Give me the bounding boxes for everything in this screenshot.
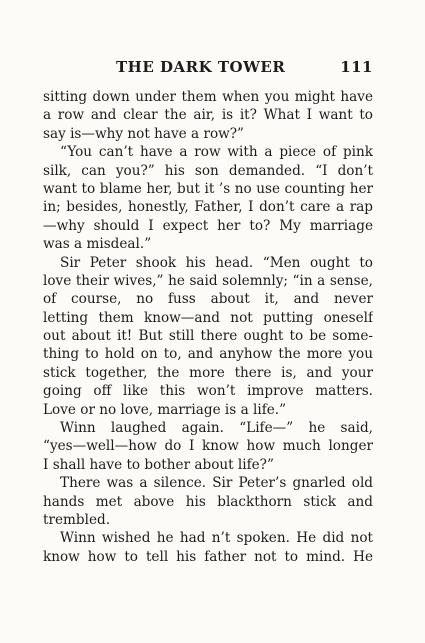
page-number: 111	[340, 58, 373, 76]
text-line: sitting down under them when you might have	[43, 89, 373, 105]
text-line: stick together, the more there is, and your	[43, 364, 373, 381]
text-line: “You can’t have a row with a piece of pink	[60, 144, 373, 161]
text-line: Love or no love, marriage is a life.”	[43, 401, 287, 418]
body-text	[43, 88, 373, 566]
text-line: a row and clear the air, is it? What I want to	[43, 107, 373, 124]
text-line: I shall have to bother about life?”	[43, 456, 274, 473]
text-line: silk, can you?” his son demanded. “I don’t	[43, 162, 373, 179]
running-title: THE DARK TOWER	[116, 58, 286, 76]
text-line: love their wives,” he said solemnly; “in a sense,	[43, 272, 373, 289]
text-line: “yes—well—how do I know how much longer	[43, 438, 373, 455]
text-line: say is—why not have a row?”	[43, 125, 244, 142]
text-line: Sir Peter shook his head. “Men ought to	[60, 254, 373, 271]
text-line: thing to hold on to, and anyhow the more you	[43, 346, 373, 363]
running-head	[43, 58, 373, 80]
text-line: was a misdeal.”	[43, 236, 152, 253]
text-line: There was a silence. Sir Peter’s gnarled old	[60, 475, 373, 492]
text-line: of course, no fuss about it, and never	[43, 291, 373, 308]
text-line: trembled.	[43, 511, 111, 528]
text-line: hands met above his blackthorn stick and	[43, 493, 373, 510]
text-line: letting them know—and not putting oneself	[43, 309, 373, 326]
text-line: in; besides, honestly, Father, I don’t care a rap	[43, 199, 373, 216]
text-line: going off like this won’t improve matters.	[43, 383, 373, 400]
text-line: Winn laughed again. “Life—” he said,	[60, 420, 373, 437]
text-line: —why should I expect her to? My marriage	[43, 217, 373, 234]
text-line: Winn wished he had n’t spoken. He did not	[60, 530, 373, 547]
text-line: know how to tell his father not to mind. He	[43, 548, 373, 565]
text-line: out about it! But still there ought to be some-	[43, 328, 373, 345]
book-page	[43, 0, 373, 643]
text-line: want to blame her, but it ’s no use counting her	[43, 180, 373, 197]
